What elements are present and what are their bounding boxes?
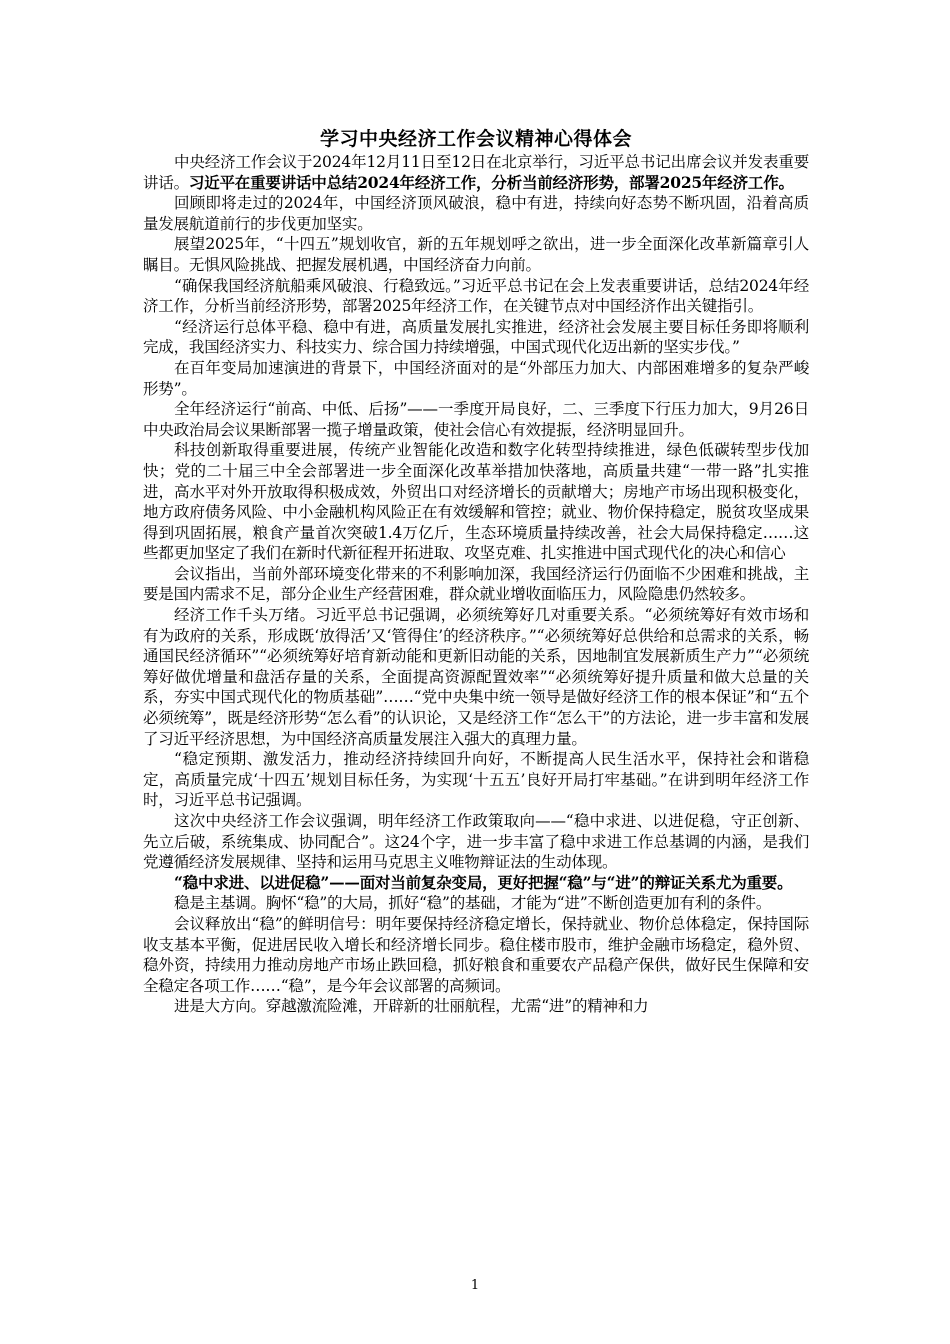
document-title: 学习中央经济工作会议精神心得体会 xyxy=(319,128,632,150)
paragraph-1-lead: 中央经济工作会议于2024年12月11日至12日在北京举行，习近平总书记出席会议并发表重要讲话。 xyxy=(143,153,809,192)
paragraph-10: 经济工作千头万绪。习近平总书记强调，必须统筹好几对重要关系。“必须统筹好有效市场和有为政府的关系，形成既‘放得活’又‘管得住’的经济秩序。”“必须统筹好总供给和总需求的关系，畅通国民经济循环”“必须统筹好培育新动能和更新旧动能的关系，因地制宜发展新质生产力”“必须统筹好做优增量和盘活存量的关系，全面提高资源配置效率”“必须统筹好提升质量和做大总量的关系，夯实中国式现代化的物质基础”……“党中央集中统一领导是做好经济工作的根本保证”和“五个必须统筹”，既是经济形势“怎么看”的认识论，又是经济工作“怎么干”的方法论，进一步丰富和发展了习近平经济思想，为中国经济高质量发展注入强大的真理力量。 xyxy=(143,606,809,748)
paragraph-14: 稳是主基调。胸怀“稳”的大局，抓好“稳”的基础，才能为“进”不断创造更加有利的条件。 xyxy=(174,894,772,913)
page-number: 1 xyxy=(470,1278,480,1293)
paragraph-3: 展望2025年，“十四五”规划收官，新的五年规划呼之欲出，进一步全面深化改革新篇章引人瞩目。无惧风险挑战、把握发展机遇，中国经济奋力向前。 xyxy=(143,235,809,274)
paragraph-7: 全年经济运行“前高、中低、后扬”——一季度开局良好，二、三季度下行压力加大，9月26日中央政治局会议果断部署一揽子增量政策，使社会信心有效提振，经济明显回升。 xyxy=(143,400,809,439)
paragraph-6: 在百年变局加速演进的背景下，中国经济面对的是“外部压力加大、内部困难增多的复杂严峻形势”。 xyxy=(143,358,809,398)
paragraph-9: 会议指出，当前外部环境变化带来的不利影响加深，我国经济运行仍面临不少困难和挑战，主要是国内需求不足，部分企业生产经营困难，群众就业增收面临压力，风险隐患仍然较多。 xyxy=(143,564,809,604)
document-body xyxy=(143,126,809,1017)
paragraph-16: 进是大方向。穿越激流险滩，开辟新的壮丽航程，尤需“进”的精神和力 xyxy=(174,997,649,1016)
paragraph-15: 会议释放出“稳”的鲜明信号：明年要保持经济稳定增长，保持就业、物价总体稳定，保持国际收支基本平衡，促进居民收入增长和经济增长同步。稳住楼市股市，维护金融市场稳定，稳外贸、稳外资，持续用力推动房地产市场止跌回稳，抓好粮食和重要农产品稳产保供，做好民生保障和安全稳定各项工作……“稳”，是今年会议部署的高频词。 xyxy=(143,914,809,995)
paragraph-12: 这次中央经济工作会议强调，明年经济工作政策取向——“稳中求进、以进促稳，守正创新、先立后破，系统集成、协同配合”。这24个字，进一步丰富了稳中求进工作总基调的内涵，是我们党遵循经济发展规律、坚持和运用马克思主义唯物辩证法的生动体现。 xyxy=(143,812,809,872)
section-heading: “稳中求进、以进促稳”——面对当前复杂变局，更好把握“稳”与“进”的辩证关系尤为重要。 xyxy=(174,872,793,892)
paragraph-4: “确保我国经济航船乘风破浪、行稳致远。”习近平总书记在会上发表重要讲话，总结2024年经济工作，分析当前经济形势，部署2025年经济工作，在关键节点对中国经济作出关键指引。 xyxy=(143,276,809,316)
paragraph-1 xyxy=(143,152,809,193)
paragraph-1-bold: 习近平在重要讲话中总结2024年经济工作，分析当前经济形势，部署2025年经济工作。 xyxy=(188,172,794,192)
paragraph-8: 科技创新取得重要进展，传统产业智能化改造和数字化转型持续推进，绿色低碳转型步伐加快；党的二十届三中全会部署进一步全面深化改革举措加快落地，高质量共建“一带一路”扎实推进，高水平对外开放取得积极成效，外贸出口对经济增长的贡献增大；房地产市场出现积极变化，地方政府债务风险、中小金融机构风险正在有效缓解和管控；就业、物价保持稳定，脱贫攻坚成果得到巩固拓展，粮食产量首次突破1.4万亿斤，生态环境质量持续改善，社会大局保持稳定……这些都更加坚定了我们在新时代新征程开拓进取、攻坚克难、扎实推进中国式现代化的决心和信心 xyxy=(143,441,809,563)
paragraph-11: “稳定预期、激发活力，推动经济持续回升向好，不断提高人民生活水平，保持社会和谐稳定，高质量完成‘十四五’规划目标任务，为实现‘十五五’良好开局打牢基础。”在讲到明年经济工作时，习近平总书记强调。 xyxy=(143,750,809,810)
paragraph-5: “经济运行总体平稳、稳中有进，高质量发展扎实推进，经济社会发展主要目标任务即将顺利完成，我国经济实力、科技实力、综合国力持续增强，中国式现代化迈出新的坚实步伐。” xyxy=(143,317,809,357)
paragraph-2: 回顾即将走过的2024年，中国经济顶风破浪，稳中有进，持续向好态势不断巩固，沿着高质量发展航道前行的步伐更加坚实。 xyxy=(143,194,809,233)
